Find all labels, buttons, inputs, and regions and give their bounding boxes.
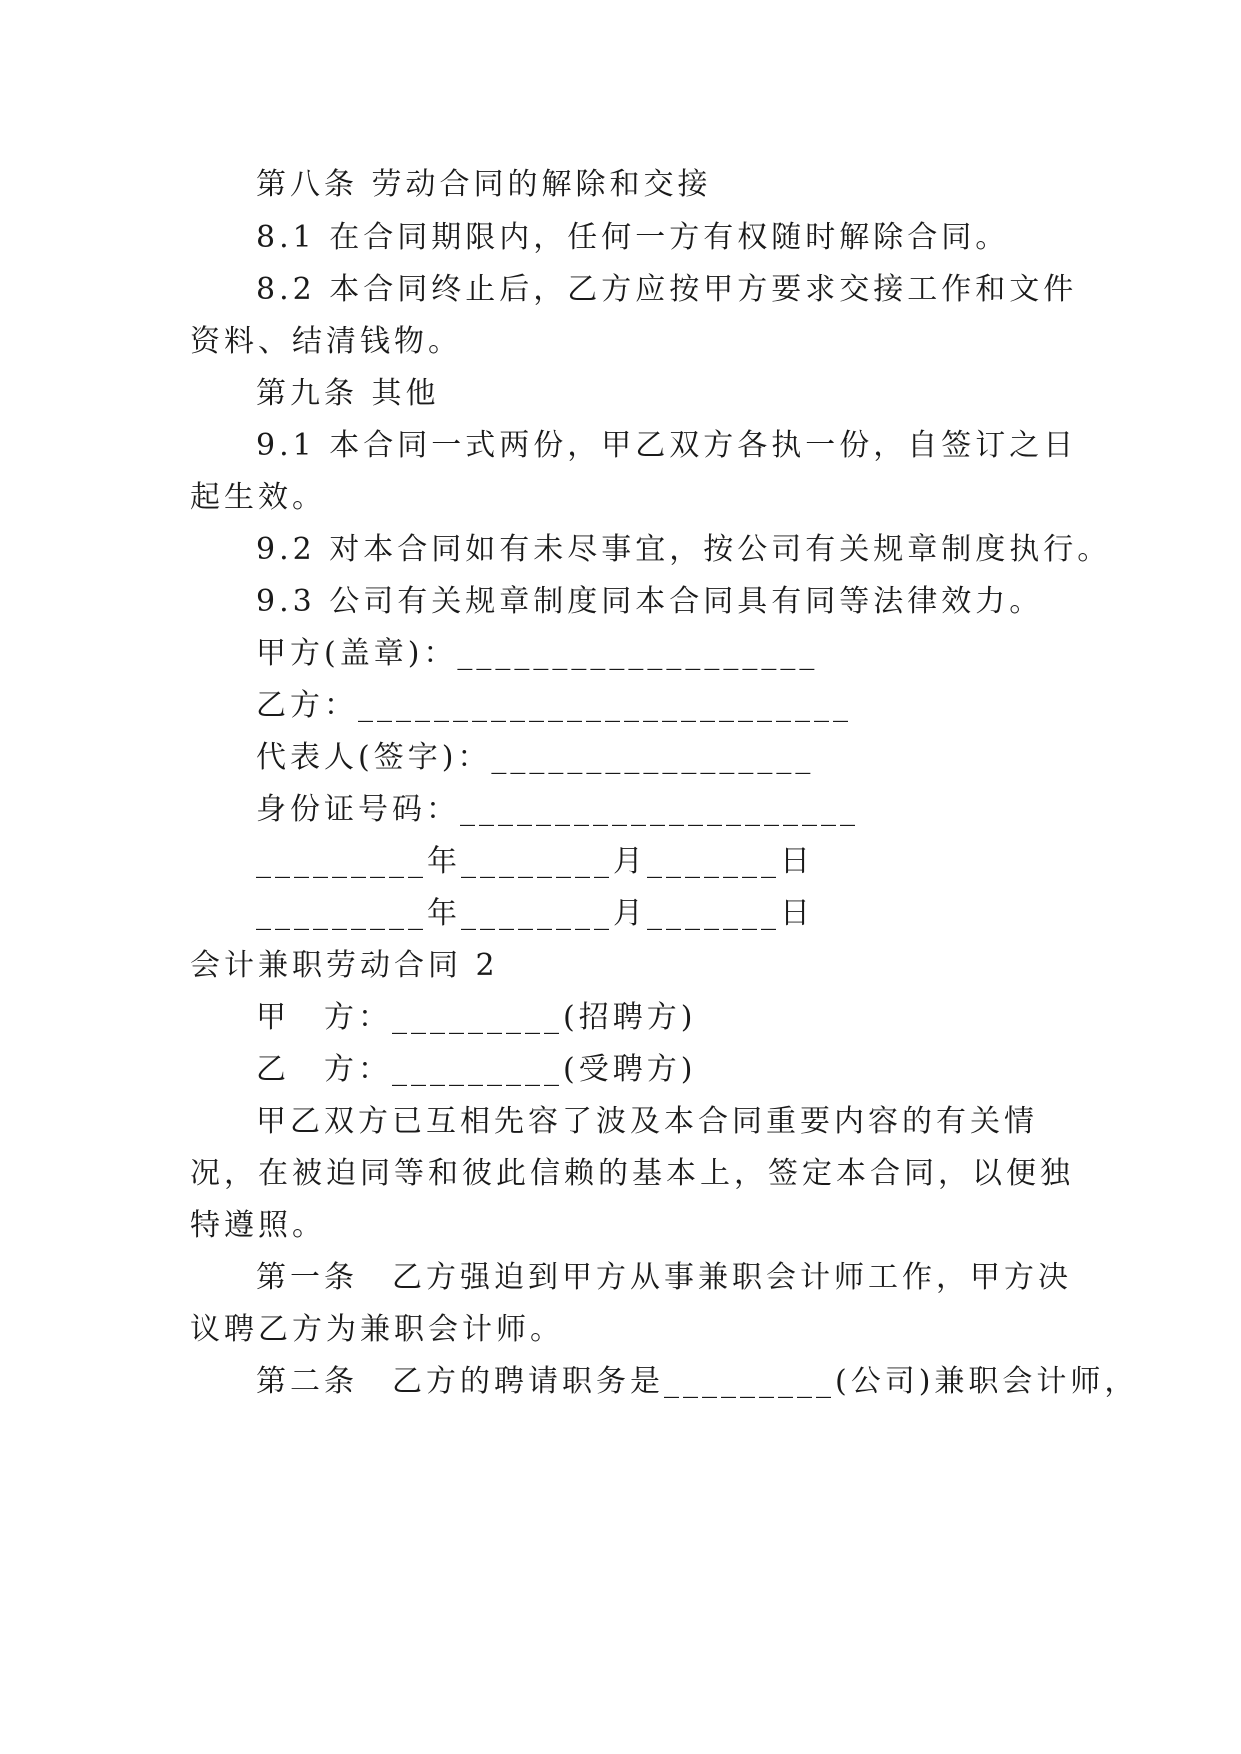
- date-line-1: _________年________月_______日: [256, 844, 814, 879]
- clause-9-1-cont: 起生效。: [190, 480, 326, 515]
- article-9-heading: 第九条 其他: [256, 376, 440, 411]
- article-8-heading: 第八条 劳动合同的解除和交接: [256, 167, 712, 202]
- clause-9-2: 9.2 对本合同如有未尽事宜，按公司有关规章制度执行。: [256, 532, 1112, 567]
- article-1-line-1: 第一条 乙方强迫到甲方从事兼职会计师工作，甲方决: [256, 1260, 1072, 1295]
- party-b-line: 乙方：__________________________: [256, 688, 852, 723]
- clause-8-2-cont: 资料、结清钱物。: [190, 324, 462, 359]
- clause-9-1: 9.1 本合同一式两份，甲乙双方各执一份，自签订之日: [256, 428, 1078, 463]
- contract-2-title: 会计兼职劳动合同 2: [190, 948, 499, 983]
- clause-8-2: 8.2 本合同终止后，乙方应按甲方要求交接工作和文件: [256, 272, 1078, 307]
- preamble-line-2: 况，在被迫同等和彼此信赖的基本上，签定本合同，以便独: [190, 1156, 1074, 1191]
- representative-signature-line: 代表人(签字)：_________________: [256, 740, 815, 775]
- id-number-line: 身份证号码：_____________________: [256, 792, 859, 827]
- preamble-line-3: 特遵照。: [190, 1208, 326, 1243]
- date-line-2: _________年________月_______日: [256, 896, 814, 931]
- clause-9-3: 9.3 公司有关规章制度同本合同具有同等法律效力。: [256, 584, 1044, 619]
- party-a-seal-line: 甲方(盖章)：___________________: [256, 636, 819, 671]
- clause-8-1: 8.1 在合同期限内，任何一方有权随时解除合同。: [256, 220, 1010, 255]
- preamble-line-1: 甲乙双方已互相先容了波及本合同重要内容的有关情: [256, 1104, 1038, 1139]
- article-2-line-1: 第二条 乙方的聘请职务是_________(公司)兼职会计师，: [256, 1364, 1139, 1399]
- party-a-recruiter-line: 甲 方：_________(招聘方): [256, 1000, 697, 1035]
- article-1-line-2: 议聘乙方为兼职会计师。: [190, 1312, 564, 1347]
- party-b-employee-line: 乙 方：_________(受聘方): [256, 1052, 697, 1087]
